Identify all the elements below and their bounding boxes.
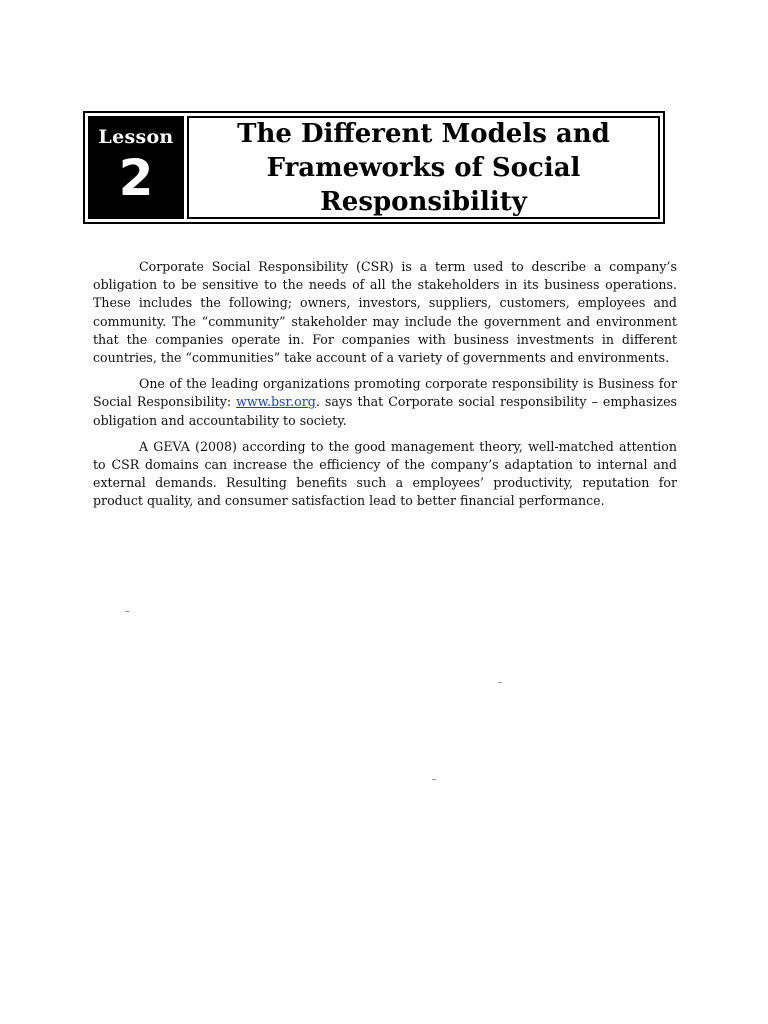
page-title: The Different Models and Frameworks of Social Responsibility [237, 118, 610, 217]
paragraph-geva: A GEVA (2008) according to the good management theory, well-matched attention to CSR domains can increase the efficiency of the company’s adaptation to internal and external demands. Resulting benefits such a employees’ productivity, reputation for product quality, and consumer satisfaction lead to better financial performance. [93, 438, 677, 509]
paragraph-csr-definition: Corporate Social Responsibility (CSR) is a term used to describe a company’s obligation to be sensitive to the needs of all the stakeholders in its business operations. These includes the following; owners, investors, suppliers, customers, employees and community. The “community” stakeholder may include the government and environment that the companies operate in. For companies with business investments in different countries, the “communities” take account of a variety of governments and environments. [93, 259, 677, 366]
lesson-number: 2 [118, 149, 154, 207]
bsr-link[interactable]: www.bsr.org [236, 394, 316, 410]
paragraph-bsr-tail: . says that Corporate social responsibility – emphasizes obligation and accountability to society. [93, 394, 677, 428]
scan-speck [432, 779, 436, 780]
title-box [187, 116, 660, 219]
lesson-header [83, 111, 665, 224]
lesson-badge [88, 116, 184, 219]
paragraph-bsr-lead: One of the leading organizations promoting corporate responsibility is Business for Social Responsibility: [93, 376, 677, 410]
lesson-label: Lesson [98, 126, 174, 148]
scan-speck [125, 611, 129, 612]
body-text [93, 258, 677, 519]
scan-speck [498, 682, 502, 683]
paragraph-bsr [93, 375, 677, 430]
